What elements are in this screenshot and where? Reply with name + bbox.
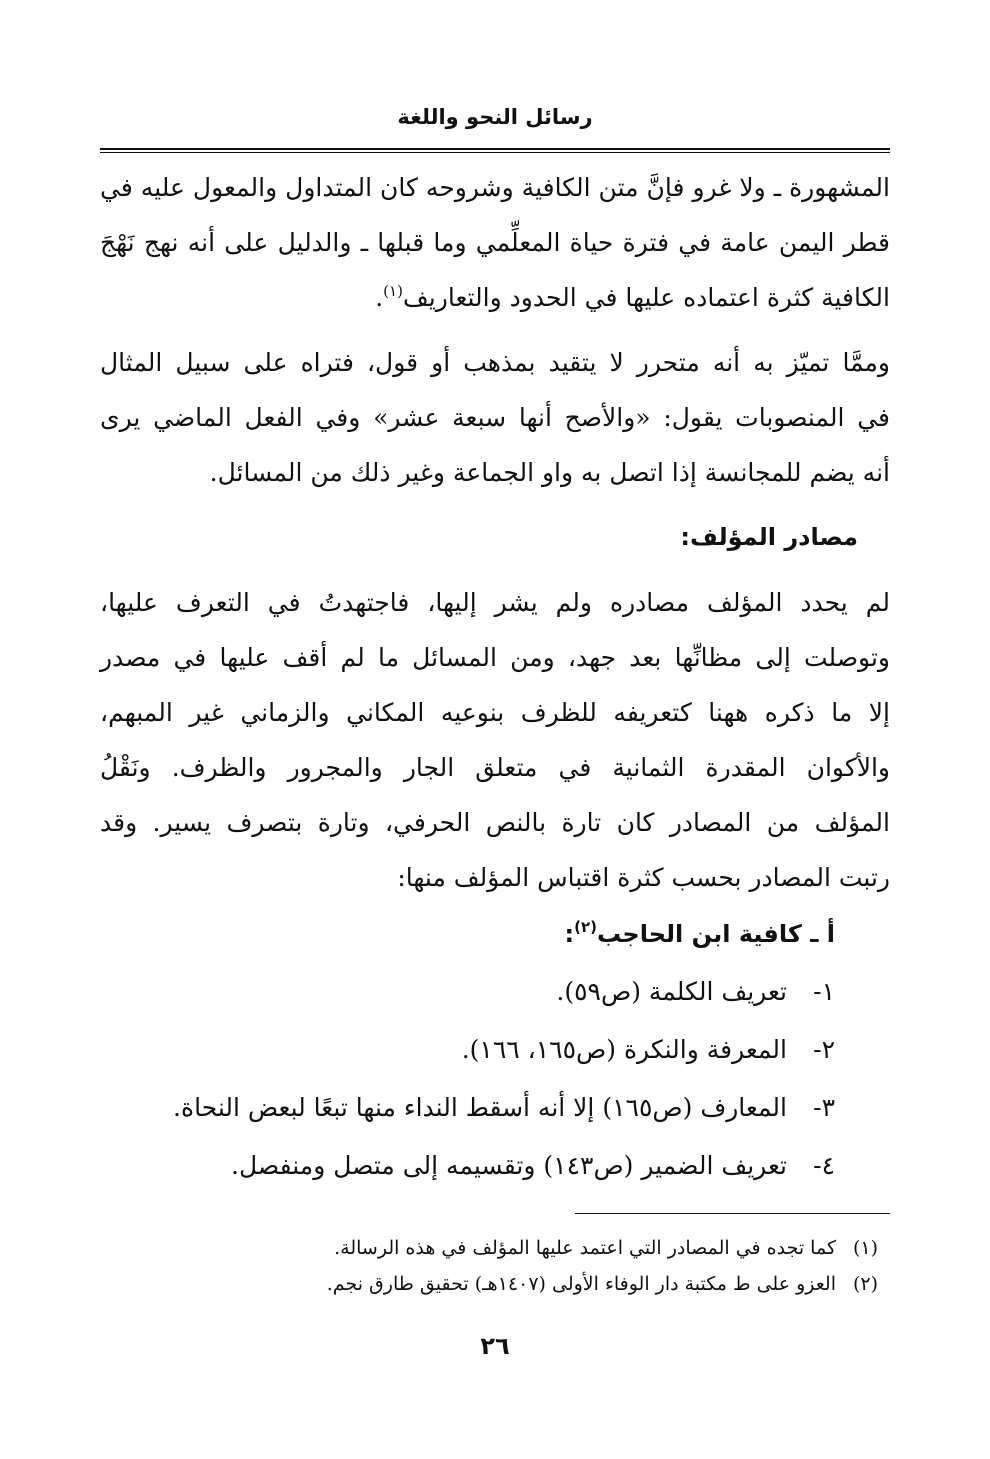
page-number: ٢٦ [480,1332,510,1360]
source-list-heading-text: أ ـ كافية ابن الحاجب [597,920,835,948]
footnote-number: (٢) [852,1273,878,1295]
paragraph-line: في المنصوبات يقول: «والأصح أنها سبعة عشر» وفي الفعل الماضي يرى [100,403,890,432]
list-item-number: ٢- [813,1035,835,1064]
section-heading: مصادر المؤلف: [680,523,858,551]
list-item [100,963,890,1021]
paragraph-3 [100,575,890,905]
footnote-ref-2[interactable]: (٢) [574,918,598,936]
footnote-divider [575,1213,890,1214]
paragraph-line: إلا ما ذكره ههنا كتعريفه للظرف بنوعيه المكاني والزماني غير المبهم، [100,698,890,727]
body-text [100,160,890,1195]
paragraph-line: وممَّا تميّز به أنه متحرر لا يتقيد بمذهب أو قول، فتراه على سبيل المثال [100,348,890,377]
list-item-number: ٣- [813,1093,835,1122]
paragraph-1 [100,160,890,325]
paragraph-line: المشهورة ـ ولا غرو فإنَّ متن الكافية وشروحه كان المتداول والمعول عليه في [100,173,890,202]
list-item-text: تعريف الكلمة (ص٥٩). [556,977,787,1006]
source-list [100,905,890,1195]
footnote [100,1266,890,1302]
paragraph-line-end: . [375,283,384,312]
footnotes [100,1230,890,1302]
list-item-number: ١- [813,977,835,1006]
paragraph-line: المؤلف من المصادر كان تارة بالنص الحرفي، وتارة بتصرف يسير. وقد [100,808,890,837]
list-item [100,1021,890,1079]
paragraph-line: قطر اليمن عامة في فترة حياة المعلِّمي وما قبلها ـ والدليل على أنه نهج نَهْجَ [100,228,890,257]
list-item [100,1079,890,1137]
paragraph-line-text: الكافية كثرة اعتماده عليها في الحدود والتعاريف [402,283,890,312]
paragraph-line [100,270,890,325]
paragraph-line: والأكوان المقدرة الثمانية في متعلق الجار والمجرور والظرف. ونَقْلُ [100,753,890,782]
paragraph-line: وتوصلت إلى مظانِّها بعد جهد، ومن المسائل ما لم أقف عليها في مصدر [100,643,890,672]
footnote [100,1230,890,1266]
footnote-ref-1[interactable]: (١) [383,282,403,300]
paragraph-2 [100,335,890,500]
header-divider [100,148,890,153]
list-item-number: ٤- [813,1151,835,1180]
footnote-text: كما تجده في المصادر التي اعتمد عليها المؤلف في هذه الرسالة. [334,1237,836,1259]
list-item-text: المعارف (ص١٦٥) إلا أنه أسقط النداء منها تبعًا لبعض النحاة. [173,1093,787,1122]
running-header-title: رسائل النحو واللغة [397,105,593,129]
paragraph-line: لم يحدد المؤلف مصادره ولم يشر إليها، فاجتهدتُ في التعرف عليها، [100,588,890,617]
list-item-text: تعريف الضمير (ص١٤٣) وتقسيمه إلى متصل ومنفصل. [231,1151,787,1180]
list-item-text: المعرفة والنكرة (ص١٦٥، ١٦٦). [461,1035,787,1064]
list-item [100,1137,890,1195]
paragraph-line: أنه يضم للمجانسة إذا اتصل به واو الجماعة وغير ذلك من المسائل. [209,458,890,487]
paragraph-line: رتبت المصادر بحسب كثرة اقتباس المؤلف منها: [397,863,890,892]
source-list-heading [100,905,890,963]
footnote-text: العزو على ط مكتبة دار الوفاء الأولى (١٤٠٧هـ) تحقيق طارق نجم. [326,1273,836,1295]
footnote-number: (١) [852,1237,878,1259]
source-list-heading-end: : [564,920,575,948]
